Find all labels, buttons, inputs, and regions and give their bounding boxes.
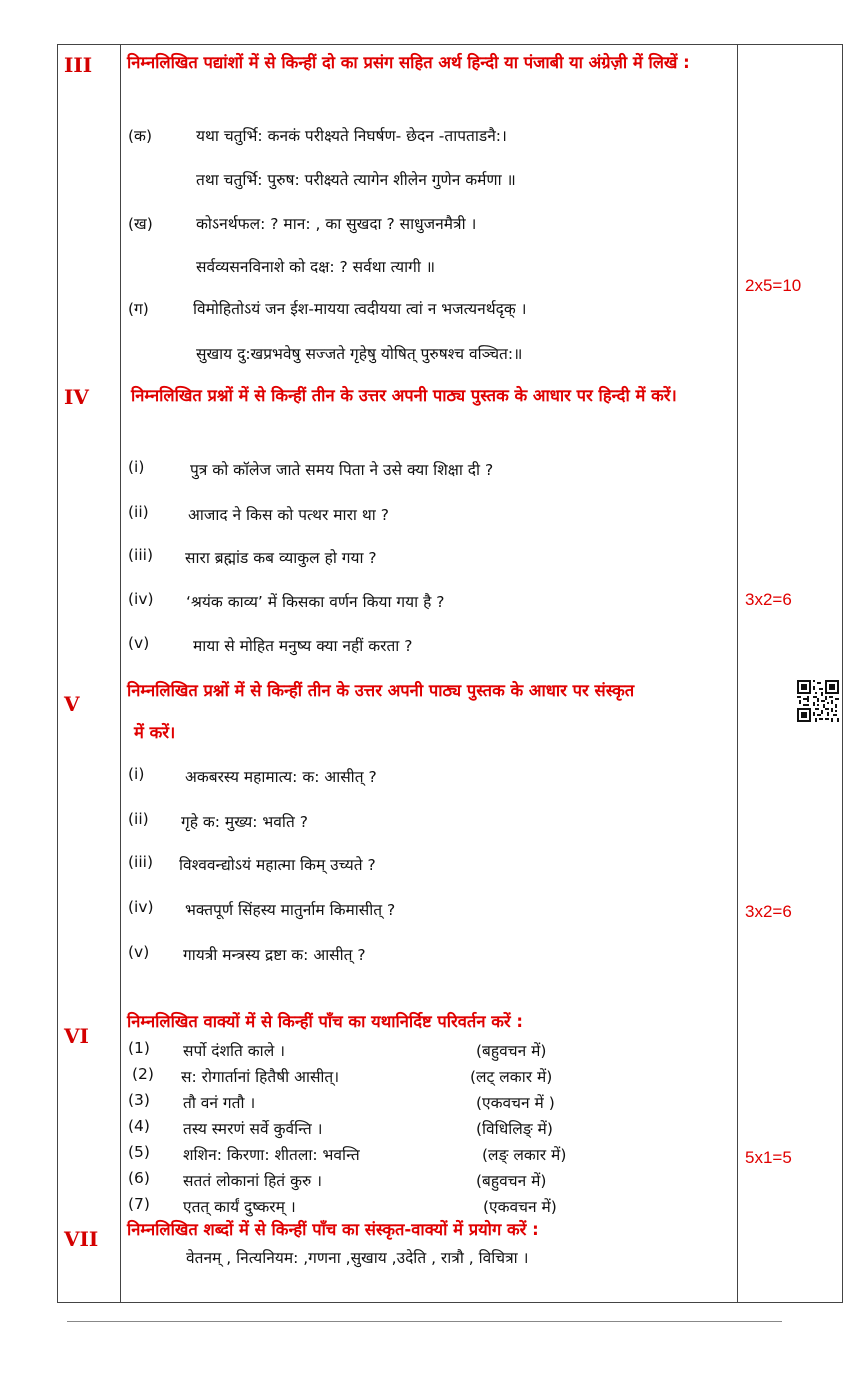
item-label: (4) [128,1117,150,1135]
verse-line: तथा चतुर्भि: पुरुष: परीक्ष्यते त्यागेन शीलेन गुणेन कर्मणा ॥ [196,171,516,189]
verse-line: यथा चतुर्भि: कनकं परीक्ष्यते निघर्षण- छेदन -तापताडनै:। [196,127,507,145]
item-label: (ii) [128,810,149,828]
question-text: ‘श्रयंक काव्य’ में किसका वर्णन किया गया है ? [186,593,445,611]
section-vi-marks: 5x1=5 [745,1148,792,1167]
section-number-vi: VI [64,1024,89,1048]
question-text: सारा ब्रह्मांड कब व्याकुल हो गया ? [185,549,377,567]
section-number-v: V [64,692,80,716]
verse-line: सर्वव्यसनविनाशे को दक्ष: ? सर्वथा त्यागी ॥ [196,258,436,276]
section-number-vii: VII [64,1227,99,1251]
section-v-instruction-line1: निम्नलिखित प्रश्नों में से किन्हीं तीन के उत्तर अपनी पाठ्य पुस्तक के आधार पर संस्कृत [127,681,635,700]
item-label: (iii) [128,546,154,564]
question-text: विश्ववन्द्योऽयं महात्मा किम् उच्यते ? [179,856,376,874]
section-number-iii: III [64,53,93,77]
question-text: आजाद ने किस को पत्थर मारा था ? [188,506,389,524]
section-iii-marks: 2x5=10 [745,276,802,295]
verse-line: कोऽनर्थफल: ? मान: , का सुखदा ? साधुजनमैत्री । [196,215,477,233]
sentence-instruction: (लट् लकार में) [470,1068,553,1086]
item-label: (2) [132,1065,154,1083]
item-label: (7) [128,1195,150,1213]
sentence-text: शशिन: किरणा: शीतला: भवन्ति [183,1146,360,1164]
sentence-instruction: (एकवचन में) [483,1198,557,1216]
footer-rule [67,1321,782,1322]
item-label: (iv) [128,590,154,608]
column-divider-marks [737,44,738,1303]
item-label: (ग) [128,300,149,318]
sentence-text: तौ वनं गतौ । [183,1094,256,1112]
sentence-instruction: (विधिलिङ् में) [476,1120,553,1138]
section-vi-instruction: निम्नलिखित वाक्यों में से किन्हीं पाँच का यथानिर्दिष्ट परिवर्तन करें : [127,1012,523,1031]
column-divider-number [120,44,121,1303]
item-label: (6) [128,1169,150,1187]
sentence-instruction: (एकवचन में ) [476,1094,555,1112]
item-label: (5) [128,1143,150,1161]
section-iii-instruction: निम्नलिखित पद्यांशों में से किन्हीं दो का प्रसंग सहित अर्थ हिन्दी या पंजाबी या अंग्रेज़ी में लिखें : [127,53,690,72]
section-v-marks: 3x2=6 [745,902,792,921]
verse-line: विमोहितोऽयं जन ईश-मायया त्वदीयया त्वां न भजत्यनर्थदृक् । [193,300,527,318]
section-number-iv: IV [64,385,89,409]
item-label: (iii) [128,853,154,871]
question-text: गायत्री मन्त्रस्य द्रष्टा क: आसीत् ? [183,946,366,964]
sentence-instruction: (बहुवचन में) [476,1042,547,1060]
sentence-text: तस्य स्मरणं सर्वे कुर्वन्ति । [183,1120,323,1138]
question-text: अकबरस्य महामात्य: क: आसीत् ? [185,768,377,786]
item-label: (क) [128,127,152,145]
section-iv-instruction: निम्नलिखित प्रश्नों में से किन्हीं तीन के उत्तर अपनी पाठ्य पुस्तक के आधार पर हिन्दी में करें। [131,386,677,405]
section-vii-instruction: निम्नलिखित शब्दों में से किन्हीं पाँच का संस्कृत-वाक्यों में प्रयोग करें : [127,1220,539,1239]
question-text: गृहे क: मुख्य: भवति ? [181,813,308,831]
question-text: भक्तपूर्ण सिंहस्य मातुर्नाम किमासीत् ? [185,901,396,919]
item-label: (3) [128,1091,150,1109]
section-v-instruction-line2: में करें। [134,723,176,742]
item-label: (v) [128,634,150,652]
item-label: (v) [128,943,150,961]
sentence-text: सततं लोकानां हितं कुरु । [183,1172,323,1190]
question-text: माया से मोहित मनुष्य क्या नहीं करता ? [193,637,413,655]
item-label: (i) [128,458,145,476]
verse-line: सुखाय दु:खप्रभवेषु सज्जते गृहेषु योषित् पुरुषश्च वञ्चित:॥ [196,345,523,363]
sentence-instruction: (बहुवचन में) [476,1172,547,1190]
sentence-text: स: रोगार्तानां हितैषी आसीत्। [181,1068,340,1086]
question-text: पुत्र को कॉलेज जाते समय पिता ने उसे क्या शिक्षा दी ? [190,461,494,479]
item-label: (ii) [128,503,149,521]
sentence-instruction: (लङ् लकार में) [482,1146,567,1164]
item-label: (ख) [128,215,153,233]
item-label: (i) [128,765,145,783]
section-iv-marks: 3x2=6 [745,590,792,609]
word-list: वेतनम् , नित्यनियम: ,गणना ,सुखाय ,उदेति , रात्रौ , विचित्रा । [186,1249,529,1267]
item-label: (1) [128,1039,150,1057]
item-label: (iv) [128,898,154,916]
sentence-text: सर्पो दंशति काले । [183,1042,285,1060]
qr-code-icon [797,680,839,722]
sentence-text: एतत् कार्यं दुष्करम् । [183,1198,296,1216]
